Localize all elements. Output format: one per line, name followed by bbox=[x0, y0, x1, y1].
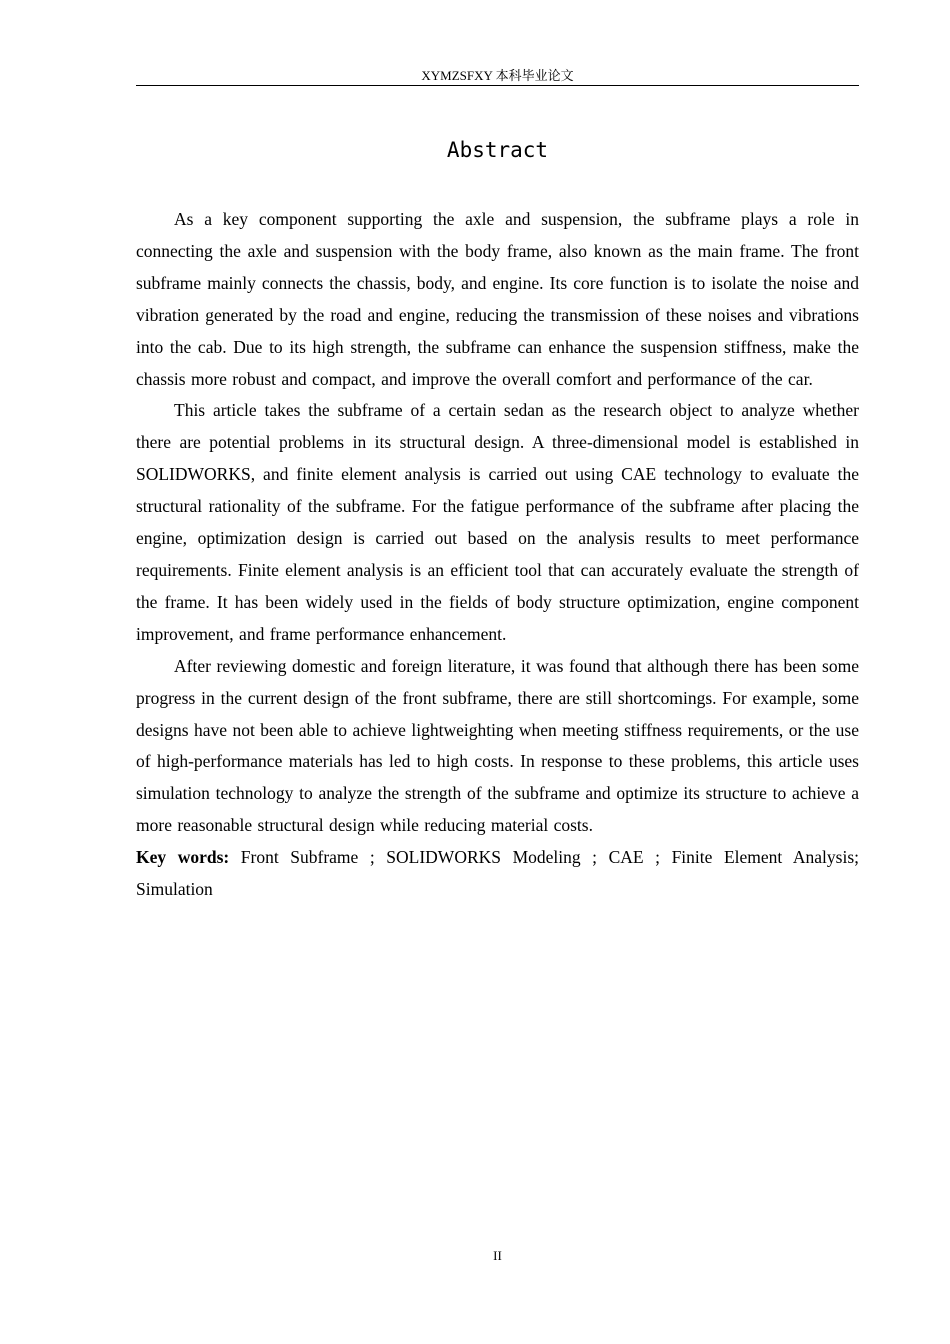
abstract-title: Abstract bbox=[446, 138, 549, 162]
keywords-text: Front Subframe ; SOLIDWORKS Modeling ; CAE ; Finite Element Analysis; Simulation bbox=[136, 847, 859, 900]
keywords-label: Key words: bbox=[136, 847, 230, 868]
abstract-paragraph: This article takes the subframe of a certain sedan as the research object to analyze whether there are potential problems in its structural design. A three-dimensional model is established in SOLIDWORKS, and finite element analysis is carried out using CAE technology to evaluate the structural rationality of the subframe. For the fatigue performance of the subframe after placing the engine, optimization design is carried out based on the analysis results to meet performance requirements. Finite element analysis is an efficient tool that can accurately evaluate the strength of the frame. It has been widely used in the fields of body structure optimization, engine component improvement, and frame performance enhancement. bbox=[136, 400, 859, 644]
page-header: XYMZSFXY 本科毕业论文 bbox=[421, 68, 574, 83]
page-number: II bbox=[493, 1248, 502, 1263]
abstract-paragraph: After reviewing domestic and foreign literature, it was found that although there has been some progress in the current design of the front subframe, there are still shortcomings. For example, some designs have not been able to achieve lightweighting when meeting stiffness requirements, or the use of high-performance materials has led to high costs. In response to these problems, this article uses simulation technology to analyze the strength of the subframe and optimize its structure to achieve a more reasonable structural design while reducing material costs. bbox=[136, 655, 859, 836]
abstract-paragraph: As a key component supporting the axle and suspension, the subframe plays a role in connecting the axle and suspension with the body frame, also known as the main frame. The front subframe mainly connects the chassis, body, and engine. Its core function is to isolate the noise and vibration generated by the road and engine, reducing the transmission of these noises and vibrations into the cab. Due to its high strength, the subframe can enhance the suspension stiffness, make the chassis more robust and compact, and improve the overall comfort and performance of the car. bbox=[136, 209, 859, 389]
header-rule bbox=[136, 85, 859, 86]
abstract-body bbox=[136, 204, 859, 906]
keywords bbox=[136, 842, 859, 906]
